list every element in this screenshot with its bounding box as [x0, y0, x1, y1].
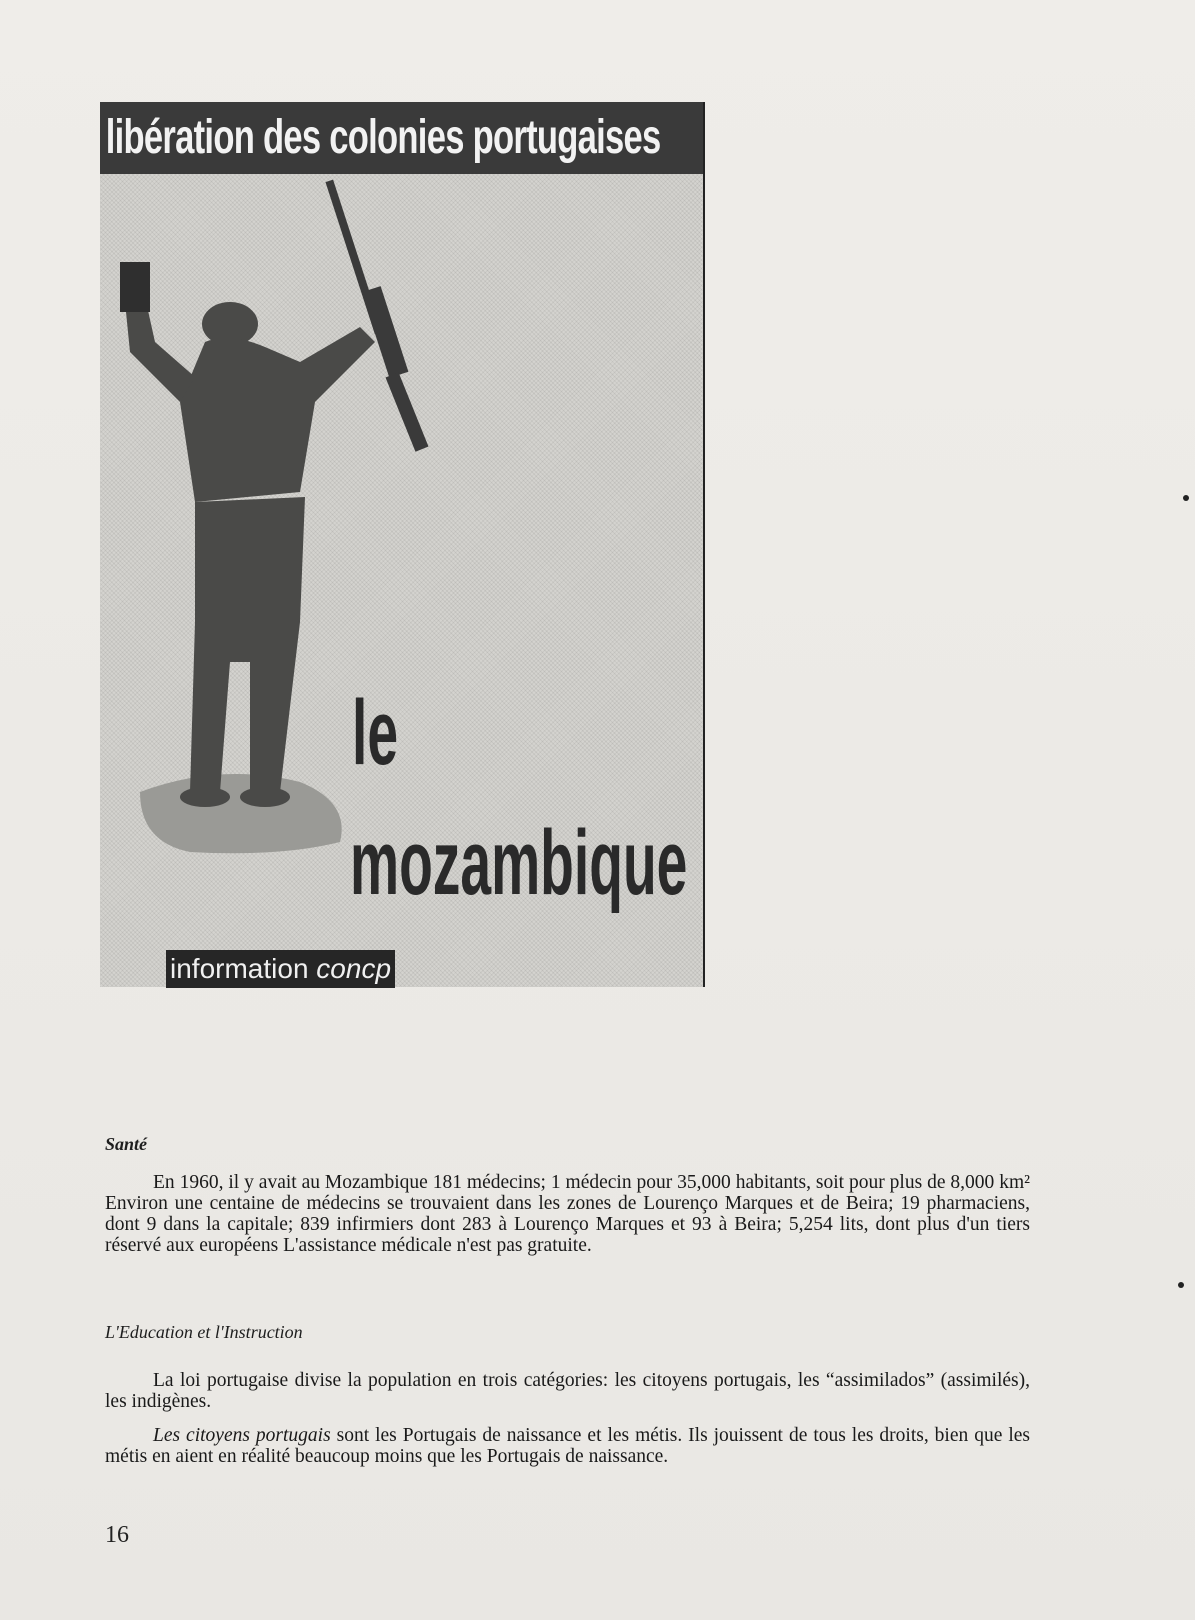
paragraph-sante [105, 1172, 1030, 1256]
poster-footer-label [166, 950, 395, 988]
paragraph-education-1 [105, 1370, 1030, 1412]
paragraph-sante-text: En 1960, il y avait au Mozambique 181 médecins; 1 médecin pour 35,000 habitants, soit pour plus de 8,000 km² Environ une centaine de médecins se trouvaient dans les zones de Lourenço Marques et de Beira; 19 pharmaciens, dont 9 dans la capitale; 839 infirmiers dont 283 à Lourenço Marques et 93 à Beira; 5,254 lits, dont plus d'un tiers réservé aux européens L'assistance médicale n'est pas gratuite. [105, 1172, 1030, 1256]
poster-image [100, 102, 705, 987]
page-number: 16 [105, 1522, 129, 1548]
rifle-shape [325, 180, 428, 452]
paragraph-education-2 [105, 1425, 1030, 1467]
bleed-through-texture [700, 90, 1045, 1070]
poster-footer-concp: concp [316, 953, 392, 984]
paragraph-education-2-text: sont les Portugais de naissance et les métis. Ils jouissent de tous les droits, bien que les métis en aient en réalité beaucoup moins que les Portugais de naissance. [105, 1425, 1030, 1467]
poster-title-le: le [352, 682, 399, 784]
poster-banner: libération des colonies portugaises [100, 102, 705, 174]
paragraph-education-1-text: La loi portugaise divise la population en trois catégories: les citoyens portugais, les “assimilados” (assimilés), les indigènes. [105, 1370, 1030, 1412]
poster-footer-information: information [170, 953, 309, 984]
poster-title-mozambique: mozambique [350, 812, 688, 914]
soldier-figure [120, 262, 375, 807]
margin-speck [1183, 495, 1189, 501]
margin-speck [1178, 1282, 1184, 1288]
poster-border [703, 102, 705, 987]
paragraph-education-2-italic: Les citoyens portugais [153, 1425, 331, 1446]
heading-education: L'Education et l'Instruction [105, 1322, 303, 1342]
heading-sante: Santé [105, 1134, 148, 1154]
ground-shape [140, 774, 342, 853]
